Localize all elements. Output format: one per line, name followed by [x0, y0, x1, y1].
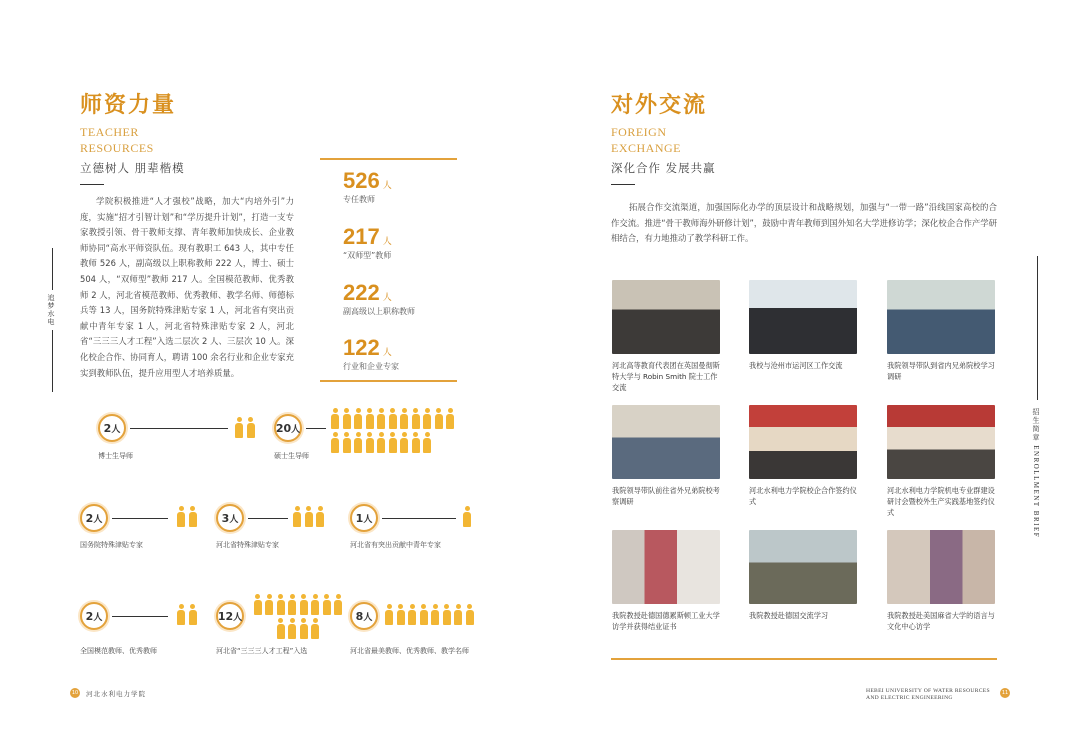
person-icon — [419, 604, 429, 626]
person-icon — [465, 604, 475, 626]
label-master: 硕士生导师 — [274, 452, 309, 460]
person-icon — [462, 506, 472, 528]
person-icon — [422, 408, 432, 430]
circle-state-council: 2 人 — [80, 504, 108, 532]
caption-photo-1: 河北高等教育代表团在英国曼彻斯特大学与 Robin Smith 院士工作交流 — [612, 361, 720, 392]
circle-hebei-excellent: 8 人 — [350, 602, 378, 630]
caption-photo-3: 我院领导带队到省内兄弟院校学习调研 — [887, 361, 995, 381]
person-icon — [399, 408, 409, 430]
person-icon — [388, 408, 398, 430]
footer-school-name: 河北水利电力学院 — [86, 690, 146, 698]
stats-bottom-rule — [320, 380, 457, 382]
person-icon — [188, 506, 198, 528]
person-icon — [234, 417, 244, 439]
photo-germany-exchange — [749, 530, 857, 604]
person-icon — [376, 432, 386, 454]
page-title-teacher: 师资力量 — [80, 92, 177, 118]
page-number-right: 11 — [1001, 690, 1009, 696]
person-icon — [333, 594, 343, 616]
person-icon — [430, 604, 440, 626]
person-icon — [310, 618, 320, 640]
connector — [112, 518, 168, 519]
side-label-left: 追梦水电 — [46, 290, 56, 330]
person-icon — [176, 506, 186, 528]
circle-national-model: 2 人 — [80, 602, 108, 630]
photo-outside-visit — [612, 405, 720, 479]
connector — [112, 616, 168, 617]
connector — [382, 518, 456, 519]
divider — [611, 184, 635, 185]
person-icon — [299, 594, 309, 616]
person-icon — [315, 506, 325, 528]
people-national-model — [176, 604, 198, 626]
person-icon — [253, 594, 263, 616]
divider — [80, 184, 104, 185]
caption-photo-8: 我院教授赴德国交流学习 — [749, 611, 829, 620]
person-icon — [310, 594, 320, 616]
person-icon — [188, 604, 198, 626]
page-number-left: 10 — [71, 690, 79, 696]
stat-dual: 217 人 “双师型”教师 — [343, 224, 392, 260]
side-label-right: 招生简章 ENROLLMENT BRIEF — [1032, 408, 1040, 539]
person-icon — [342, 408, 352, 430]
circle-hebei-special: 3 人 — [216, 504, 244, 532]
person-icon — [304, 506, 314, 528]
title-en-exchange: FOREIGN EXCHANGE — [611, 125, 681, 155]
circle-talent-333: 12 人 — [216, 602, 244, 630]
person-icon — [396, 604, 406, 626]
photo-massachusetts — [887, 530, 995, 604]
person-icon — [287, 618, 297, 640]
label-hebei-special: 河北省特殊津贴专家 — [216, 541, 279, 549]
connector — [306, 428, 326, 429]
person-icon — [376, 408, 386, 430]
person-icon — [442, 604, 452, 626]
person-icon — [342, 432, 352, 454]
person-icon — [384, 604, 394, 626]
stat-industry: 122 人 行业和企业专家 — [343, 335, 399, 371]
people-doctor — [234, 417, 256, 439]
side-rule-right — [1037, 256, 1038, 400]
person-icon — [287, 594, 297, 616]
people-talent-333 — [248, 594, 348, 640]
circle-master: 20 人 — [274, 414, 302, 442]
person-icon — [407, 604, 417, 626]
connector — [130, 428, 228, 429]
label-doctor: 博士生导师 — [98, 452, 133, 460]
caption-photo-5: 河北水利电力学院校企合作签约仪式 — [749, 486, 857, 506]
person-icon — [353, 432, 363, 454]
motto-exchange: 深化合作 发展共赢 — [611, 161, 716, 175]
people-state-council — [176, 506, 198, 528]
people-hebei-special — [292, 506, 325, 528]
label-national-model: 全国模范教师、优秀教师 — [80, 647, 157, 655]
person-icon — [388, 432, 398, 454]
teacher-paragraph: 学院积极推进“人才强校”战略，加大“内培外引”力度，实施“招才引智计划”和“学历提升计划”，打造一支专家教授引领、骨干教师支撑、青年教师加快成长、企业教师协同“高水平师资队伍。现有教职工 643 人，其中专任教师 526 人，副高级以上职称教师 222 人，博士、硕士 504 人，“双师型”教师 217 人。全国模范教师、优秀教师 2 人，河北省模范教师、优秀教师、教学名师、师德标兵等 13 人，国务院特殊津贴专家 1 人，河北省有突出贡献中青年专家 1 人，河北省特殊津贴专家 2 人，河北省“三三三人才工程”入选二层次 2 人、三层次 10 人。深化校企合作、协同育人，聘请 100 余名行业和企业专家充实到教师队伍，提升应用型人才培养质量。 — [80, 196, 294, 378]
person-icon — [422, 432, 432, 454]
label-hebei-youth: 河北省有突出贡献中青年专家 — [350, 541, 441, 549]
caption-photo-4: 我院领导带队前往省外兄弟院校考察调研 — [612, 486, 720, 506]
photo-cangzhou — [749, 280, 857, 354]
bottom-rule — [611, 658, 997, 660]
label-state-council: 国务院特殊津贴专家 — [80, 541, 143, 549]
caption-photo-9: 我院教授赴美国麻省大学的语言与文化中心访学 — [887, 611, 995, 631]
person-icon — [246, 417, 256, 439]
title-en-teacher: TEACHER RESOURCES — [80, 125, 154, 155]
person-icon — [276, 594, 286, 616]
label-talent-333: 河北省“三三三人才工程”入选 — [216, 647, 308, 655]
person-icon — [445, 408, 455, 430]
person-icon — [322, 594, 332, 616]
person-icon — [330, 432, 340, 454]
photo-seminar — [887, 405, 995, 479]
person-icon — [276, 618, 286, 640]
motto-teacher: 立德树人 朋辈楷模 — [80, 161, 185, 175]
stats-top-rule — [320, 158, 457, 160]
person-icon — [353, 408, 363, 430]
footer-school-en: HEBEI UNIVERSITY OF WATER RESOURCES AND ELECTRIC ENGINEERING — [866, 688, 990, 701]
photo-province-visit — [887, 280, 995, 354]
circle-doctor: 2 人 — [98, 414, 126, 442]
person-icon — [330, 408, 340, 430]
stat-full-time: 526 人 专任教师 — [343, 168, 392, 204]
person-icon — [411, 408, 421, 430]
person-icon — [299, 618, 309, 640]
connector — [248, 518, 288, 519]
photo-signing — [749, 405, 857, 479]
photo-dresden-certificate — [612, 530, 720, 604]
caption-photo-2: 我校与沧州市运河区工作交流 — [749, 361, 843, 370]
person-icon — [365, 432, 375, 454]
person-icon — [434, 408, 444, 430]
caption-photo-6: 河北水利电力学院机电专业群建设研讨会暨校外生产实践基地签约仪式 — [887, 486, 995, 517]
people-master — [330, 408, 460, 454]
page-title-exchange: 对外交流 — [611, 92, 708, 118]
photo-manchester — [612, 280, 720, 354]
person-icon — [453, 604, 463, 626]
caption-photo-7: 我院教授赴德国德累斯顿工业大学访学并获得结业证书 — [612, 611, 720, 631]
people-hebei-excellent — [384, 604, 475, 626]
person-icon — [176, 604, 186, 626]
person-icon — [399, 432, 409, 454]
stat-senior: 222 人 副高级以上职称教师 — [343, 280, 415, 316]
person-icon — [411, 432, 421, 454]
people-hebei-youth — [462, 506, 472, 528]
circle-hebei-youth: 1 人 — [350, 504, 378, 532]
label-hebei-excellent: 河北省最美教师、优秀教师、教学名师 — [350, 647, 469, 655]
person-icon — [365, 408, 375, 430]
person-icon — [264, 594, 274, 616]
person-icon — [292, 506, 302, 528]
exchange-paragraph: 拓展合作交流渠道，加强国际化办学的顶层设计和战略规划，加强与“一带一路”沿线国家高校的合作交流。推进“骨干教师海外研修计划”，鼓励中青年教师到国外知名大学进修访学；深化校企合作产学研相结合，有力地推动了教学科研工作。 — [611, 202, 997, 244]
